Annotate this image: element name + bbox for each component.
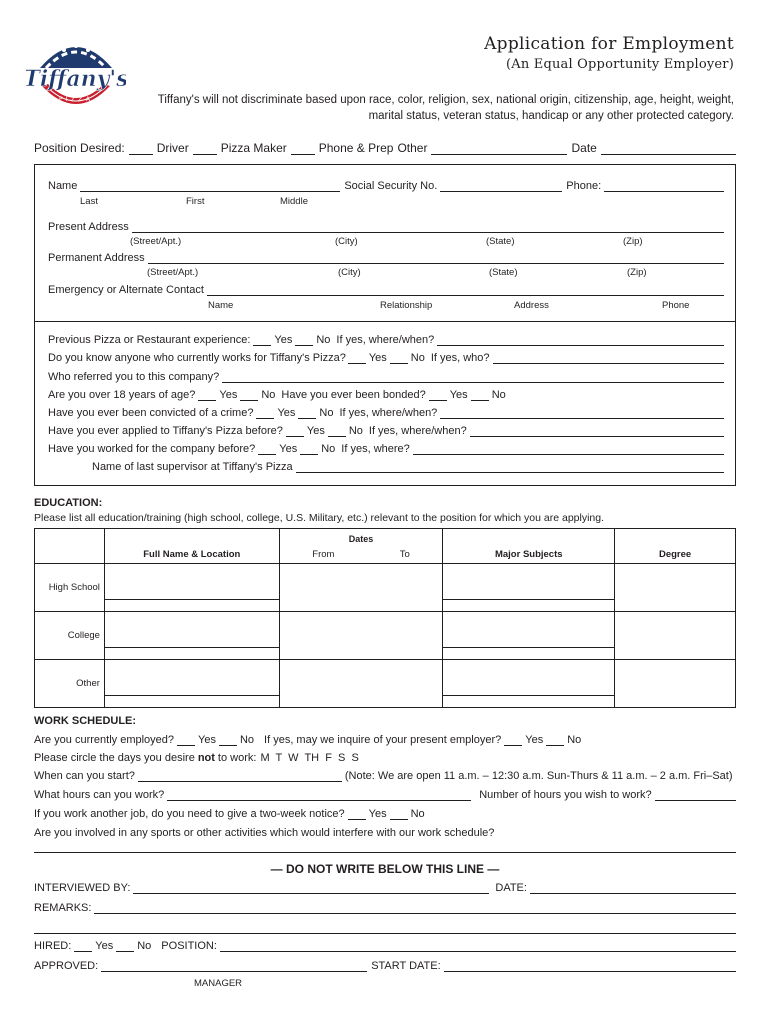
inquire-no-blank[interactable]: [546, 735, 564, 746]
yes-label: Yes: [277, 407, 296, 419]
start-field[interactable]: [138, 771, 342, 782]
no-label: No: [348, 425, 363, 437]
personal-info-box: [34, 164, 736, 486]
phone-prep-label: Phone & Prep: [318, 141, 394, 155]
office-date-label: DATE:: [495, 882, 527, 894]
ec-relationship-sublabel: Relationship: [380, 300, 433, 311]
q1-label: Previous Pizza or Restaurant experience:: [48, 334, 251, 346]
no-label: No: [137, 940, 152, 952]
no-label: No: [261, 389, 276, 401]
no-label: No: [319, 407, 334, 419]
date-label: Date: [571, 141, 597, 155]
name-field[interactable]: [80, 181, 340, 192]
bonded-yes-blank[interactable]: [429, 390, 447, 401]
num-hours-field[interactable]: [655, 790, 736, 801]
q3-label: Who referred you to this company?: [48, 371, 220, 383]
city-sublabel: (City): [335, 236, 358, 247]
q7-label: Have you worked for the company before?: [48, 443, 256, 455]
emergency-label: Emergency or Alternate Contact: [48, 284, 204, 296]
q1-no-blank[interactable]: [295, 335, 313, 346]
q5-where-field[interactable]: [440, 408, 724, 419]
edu-header-empty: [35, 529, 105, 564]
box-divider: [34, 321, 736, 322]
emergency-row: [48, 284, 724, 296]
q2-yes-blank[interactable]: [348, 353, 366, 364]
sched-sports-row: [34, 827, 736, 839]
present-address-row: [48, 221, 724, 233]
start-label: When can you start?: [34, 770, 135, 782]
name-row: [48, 180, 724, 192]
sched-start-row: [34, 770, 736, 782]
position-row: [34, 141, 736, 155]
q3-field[interactable]: [222, 372, 724, 383]
q7-where-field[interactable]: [413, 444, 724, 455]
q8-label: Name of last supervisor at Tiffany's Pizza: [92, 461, 293, 473]
q6-where-field[interactable]: [470, 426, 724, 437]
middle-sublabel: Middle: [280, 196, 308, 207]
edu-dates-cell[interactable]: [279, 660, 443, 708]
office-position-field[interactable]: [220, 941, 736, 952]
pizza-maker-label: Pizza Maker: [220, 141, 287, 155]
q2-who-field[interactable]: [493, 353, 724, 364]
q2-label: Do you know anyone who currently works for Tiffany's Pizza?: [48, 352, 346, 364]
office-position-label: POSITION:: [161, 940, 217, 952]
notice-no-blank[interactable]: [390, 809, 408, 820]
employed-label: Are you currently employed?: [34, 734, 175, 746]
who-label: If yes, who?: [430, 352, 490, 364]
yes-label: Yes: [449, 389, 468, 401]
approved-field[interactable]: [101, 961, 367, 972]
where-when-label: If yes, where/when?: [368, 425, 467, 437]
no-label: No: [491, 389, 506, 401]
sched-days-row: [34, 752, 736, 764]
edu-row-label: High School: [35, 564, 105, 612]
position-label: Position Desired:: [34, 141, 125, 155]
do-not-write-label: — DO NOT WRITE BELOW THIS LINE —: [270, 862, 500, 876]
yes-label: Yes: [198, 734, 216, 746]
remarks-row: [34, 902, 736, 914]
q-worked-before: [48, 443, 724, 455]
q5-label: Have you ever been convicted of a crime?: [48, 407, 254, 419]
state-sublabel-2: (State): [489, 267, 518, 278]
ec-phone-sublabel: Phone: [662, 300, 690, 311]
date-blank[interactable]: [601, 144, 736, 155]
street-sublabel: (Street/Apt.): [130, 236, 182, 247]
edu-row-label: College: [35, 612, 105, 660]
edu-subjects-cell[interactable]: [443, 564, 615, 612]
interviewed-field[interactable]: [133, 883, 489, 894]
other-label: Other: [397, 141, 428, 155]
q4-label: Are you over 18 years of age?: [48, 389, 196, 401]
edu-to-label: To: [399, 549, 410, 560]
edu-dates-label: Dates: [348, 534, 374, 544]
hours-field[interactable]: [167, 790, 471, 801]
where-label: If yes, where?: [341, 443, 410, 455]
inquire-yes-blank[interactable]: [504, 735, 522, 746]
ssn-field[interactable]: [440, 181, 562, 192]
state-sublabel: (State): [486, 236, 515, 247]
permanent-address-field[interactable]: [148, 253, 724, 264]
q-convicted: [48, 407, 724, 419]
edu-degree-cell[interactable]: [615, 612, 736, 660]
edu-subjects-cell[interactable]: [443, 612, 615, 660]
notice-yes-blank[interactable]: [348, 809, 366, 820]
phone-field[interactable]: [604, 181, 724, 192]
q-last-supervisor: [92, 461, 724, 473]
yes-label: Yes: [368, 352, 387, 364]
city-sublabel-2: (City): [338, 267, 361, 278]
edu-col-name: Full Name & Location: [104, 529, 279, 564]
name-label: Name: [48, 180, 78, 192]
no-label: No: [410, 352, 425, 364]
q7-yes-blank[interactable]: [258, 444, 276, 455]
disclaimer-text: Tiffany's will not discriminate based upon race, color, religion, sex, national origin, citizenship, age, height, weight, marital status, veteran status, handicap or any other protected category.: [157, 94, 734, 122]
approved-row: [34, 960, 736, 972]
zip-sublabel-2: (Zip): [627, 267, 647, 278]
first-sublabel: First: [186, 196, 205, 207]
edu-dates-cell[interactable]: [279, 612, 443, 660]
edu-col-dates: [279, 529, 443, 564]
edu-subjects-cell[interactable]: [443, 660, 615, 708]
logo-text: Tiffany's: [26, 66, 126, 92]
sports-label: Are you involved in any sports or other activities which would interfere with our work schedule?: [34, 827, 495, 839]
education-title: EDUCATION:: [34, 497, 103, 509]
yes-label: Yes: [368, 808, 387, 820]
edu-row-other: [35, 660, 736, 708]
present-address-field[interactable]: [132, 222, 724, 233]
q-applied-before: [48, 425, 724, 437]
permanent-address-label: Permanent Address: [48, 252, 145, 264]
hired-no-blank[interactable]: [116, 941, 134, 952]
manager-sublabel: MANAGER: [194, 978, 243, 989]
q6-yes-blank[interactable]: [286, 426, 304, 437]
edu-name-cell[interactable]: [104, 612, 279, 660]
q-referred: [48, 371, 724, 383]
remarks-label: REMARKS:: [34, 902, 92, 914]
bonded-label: Have you ever been bonded?: [281, 389, 426, 401]
ssn-label: Social Security No.: [344, 180, 438, 192]
start-date-label: START DATE:: [371, 960, 441, 972]
sched-employed-row: [34, 734, 736, 746]
hours-note: (Note: We are open 11 a.m. – 12:30 a.m. Sun-Thurs & 11 a.m. – 2 a.m. Fri–Sat): [344, 770, 733, 782]
q1-yes-blank[interactable]: [253, 335, 271, 346]
yes-label: Yes: [279, 443, 298, 455]
yes-label: Yes: [525, 734, 544, 746]
yes-label: Yes: [95, 940, 114, 952]
emergency-field[interactable]: [207, 285, 724, 296]
where-when-label: If yes, where/when?: [336, 334, 435, 346]
pizza-maker-blank[interactable]: [193, 144, 217, 155]
q-know-anyone: [48, 352, 724, 364]
no-label: No: [567, 734, 582, 746]
notice-label: If you work another job, do you need to give a two-week notice?: [34, 808, 345, 820]
q-over-18: [48, 389, 724, 401]
hired-label: HIRED:: [34, 940, 72, 952]
office-date-field[interactable]: [530, 883, 736, 894]
edu-degree-cell[interactable]: [615, 660, 736, 708]
q5-yes-blank[interactable]: [256, 408, 274, 419]
q4-yes-blank[interactable]: [198, 390, 216, 401]
q1-where-field[interactable]: [437, 335, 724, 346]
other-blank[interactable]: [431, 144, 567, 155]
form-subtitle: (An Equal Opportunity Employer): [505, 57, 734, 72]
no-label: No: [321, 443, 336, 455]
yes-label: Yes: [306, 425, 325, 437]
driver-label: Driver: [156, 141, 189, 155]
office-divider-line: [34, 852, 736, 853]
edu-name-cell[interactable]: [104, 660, 279, 708]
not-label: not: [197, 752, 215, 764]
q-previous-experience: [48, 334, 724, 346]
hired-yes-blank[interactable]: [74, 941, 92, 952]
sched-hours-row: [34, 789, 736, 801]
education-instructions: Please list all education/training (high school, college, U.S. Military, etc.) relevant to the position for which you are applying.: [34, 512, 605, 524]
yes-label: Yes: [274, 334, 293, 346]
last-sublabel: Last: [80, 196, 98, 207]
q5-no-blank[interactable]: [298, 408, 316, 419]
q2-no-blank[interactable]: [390, 353, 408, 364]
zip-sublabel: (Zip): [623, 236, 643, 247]
num-hours-label: Number of hours you wish to work?: [479, 789, 652, 801]
employed-yes-blank[interactable]: [177, 735, 195, 746]
education-table: [34, 528, 736, 708]
q6-no-blank[interactable]: [328, 426, 346, 437]
q6-label: Have you ever applied to Tiffany's Pizza before?: [48, 425, 283, 437]
bonded-no-blank[interactable]: [471, 390, 489, 401]
sched-notice-row: [34, 808, 736, 820]
schedule-title: WORK SCHEDULE:: [34, 715, 137, 727]
present-address-label: Present Address: [48, 221, 129, 233]
start-date-field[interactable]: [444, 961, 736, 972]
remarks-line-2[interactable]: [34, 933, 736, 934]
edu-row-label: Other: [35, 660, 105, 708]
q4-no-blank[interactable]: [240, 390, 258, 401]
logo-sub: PIZZA: [58, 95, 94, 103]
street-sublabel-2: (Street/Apt.): [147, 267, 199, 278]
q7-no-blank[interactable]: [300, 444, 318, 455]
edu-from-label: From: [312, 549, 335, 560]
where-when-label: If yes, where/when?: [339, 407, 438, 419]
remarks-field[interactable]: [94, 903, 736, 914]
days-options[interactable]: M T W TH F S S: [260, 752, 359, 764]
edu-col-degree: Degree: [615, 529, 736, 564]
yes-label: Yes: [219, 389, 238, 401]
phone-label: Phone:: [566, 180, 602, 192]
no-label: No: [239, 734, 255, 746]
ec-name-sublabel: Name: [208, 300, 234, 311]
hired-row: [34, 940, 736, 952]
ec-address-sublabel: Address: [514, 300, 549, 311]
to-work-label: to work:: [217, 752, 257, 764]
edu-dates-cell[interactable]: [279, 564, 443, 612]
q8-field[interactable]: [296, 462, 724, 473]
driver-blank[interactable]: [129, 144, 153, 155]
edu-degree-cell[interactable]: [615, 564, 736, 612]
employed-no-blank[interactable]: [219, 735, 237, 746]
form-title: Application for Employment: [484, 34, 734, 54]
interviewed-label: INTERVIEWED BY:: [34, 882, 131, 894]
hours-label: What hours can you work?: [34, 789, 165, 801]
no-label: No: [410, 808, 425, 820]
days-label: Please circle the days you desire: [34, 752, 195, 764]
edu-col-subjects: Major Subjects: [443, 529, 615, 564]
edu-name-cell[interactable]: [104, 564, 279, 612]
interviewed-row: [34, 882, 736, 894]
edu-row-college: [35, 612, 736, 660]
no-label: No: [316, 334, 331, 346]
edu-row-high-school: [35, 564, 736, 612]
approved-label: APPROVED:: [34, 960, 99, 972]
permanent-address-row: [48, 252, 724, 264]
company-logo: [26, 28, 126, 120]
phone-prep-blank[interactable]: [291, 144, 315, 155]
inquire-label: If yes, may we inquire of your present employer?: [264, 734, 502, 746]
